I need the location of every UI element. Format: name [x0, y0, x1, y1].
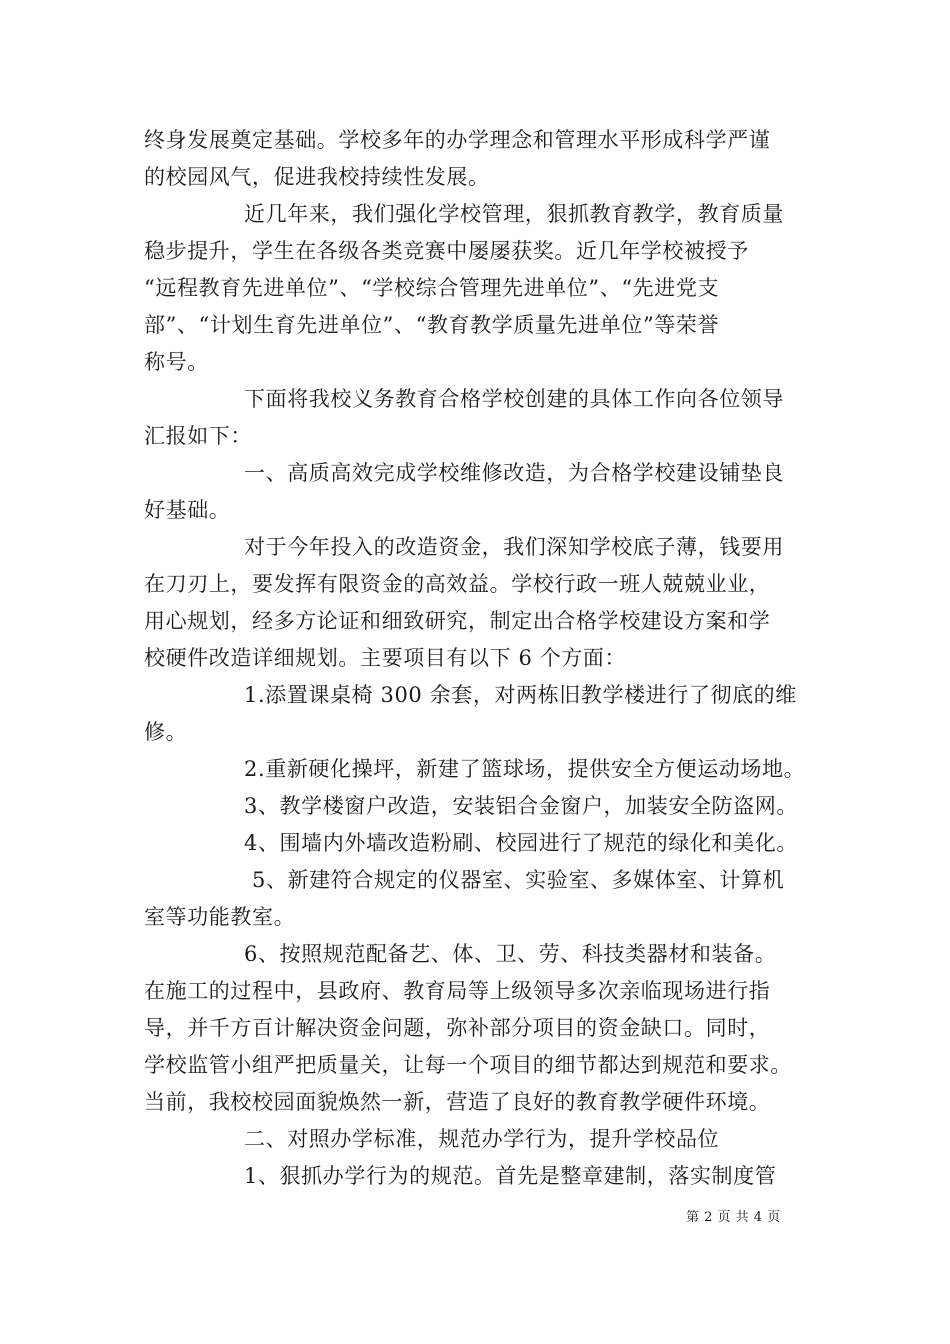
page-number-footer: 第 2 页 共 4 页 — [686, 1210, 781, 1225]
text-line: 稳步提升，学生在各级各类竞赛中屡屡获奖。近几年学校被授予 — [144, 239, 749, 263]
text-line: 下面将我校义务教育合格学校创建的具体工作向各位领导 — [244, 387, 784, 411]
list-item: 2.重新硬化操坪，新建了篮球场，提供安全方便运动场地。 — [244, 757, 806, 781]
text-line: 当前，我校校园面貌焕然一新，营造了良好的教育教学硬件环境。 — [144, 1090, 771, 1114]
text-line: 终身发展奠定基础。学校多年的办学理念和管理水平形成科学严谨 — [144, 128, 771, 152]
text-line: 的校园风气，促进我校持续性发展。 — [144, 165, 490, 189]
list-item: 1.添置课桌椅 300 余套，对两栋旧教学楼进行了彻底的维 — [244, 683, 797, 707]
section-heading: 一、高质高效完成学校维修改造，为合格学校建设铺垫良 — [244, 461, 784, 485]
list-item: 4、围墙内外墙改造粉刷、校园进行了规范的绿化和美化。 — [244, 831, 798, 855]
list-item: 3、教学楼窗户改造，安装铝合金窗户，加装安全防盗网。 — [244, 794, 798, 818]
text-line: 修。 — [144, 720, 188, 744]
list-item: 5、新建符合规定的仪器室、实验室、多媒体室、计算机 — [252, 868, 785, 892]
text-line: 导，并千方百计解决资金问题，弥补部分项目的资金缺口。同时， — [144, 1016, 771, 1040]
text-line: 汇报如下： — [144, 424, 252, 448]
text-line: 1、狠抓办学行为的规范。首先是整章建制，落实制度管 — [244, 1164, 777, 1188]
text-line: 学校监管小组严把质量关，让每一个项目的细节都达到规范和要求。 — [144, 1053, 792, 1077]
text-line: 校硬件改造详细规划。主要项目有以下 6 个方面： — [144, 646, 627, 670]
text-line: 近几年来，我们强化学校管理，狠抓教育教学，教育质量 — [244, 202, 784, 226]
text-line: 室等功能教室。 — [144, 905, 296, 929]
list-item: 6、按照规范配备艺、体、卫、劳、科技类器材和装备。 — [244, 942, 777, 966]
section-heading: 二、对照办学标准，规范办学行为，提升学校品位 — [244, 1127, 720, 1151]
text-line: 对于今年投入的改造资金，我们深知学校底子薄，钱要用 — [244, 535, 784, 559]
text-line: 在刀刃上，要发挥有限资金的高效益。学校行政一班人兢兢业业， — [144, 572, 771, 596]
text-line: 用心规划，经多方论证和细致研究，制定出合格学校建设方案和学 — [144, 609, 771, 633]
text-line: 部”、“计划生育先进单位”、“教育教学质量先进单位”等荣誉 — [144, 313, 720, 337]
text-line: 好基础。 — [144, 498, 231, 522]
text-line: 在施工的过程中，县政府、教育局等上级领导多次亲临现场进行指 — [144, 979, 771, 1003]
text-line: 称号。 — [144, 350, 209, 374]
document-body — [144, 122, 808, 1195]
text-line: “远程教育先进单位”、“学校综合管理先进单位”、“先进党支 — [144, 276, 720, 300]
